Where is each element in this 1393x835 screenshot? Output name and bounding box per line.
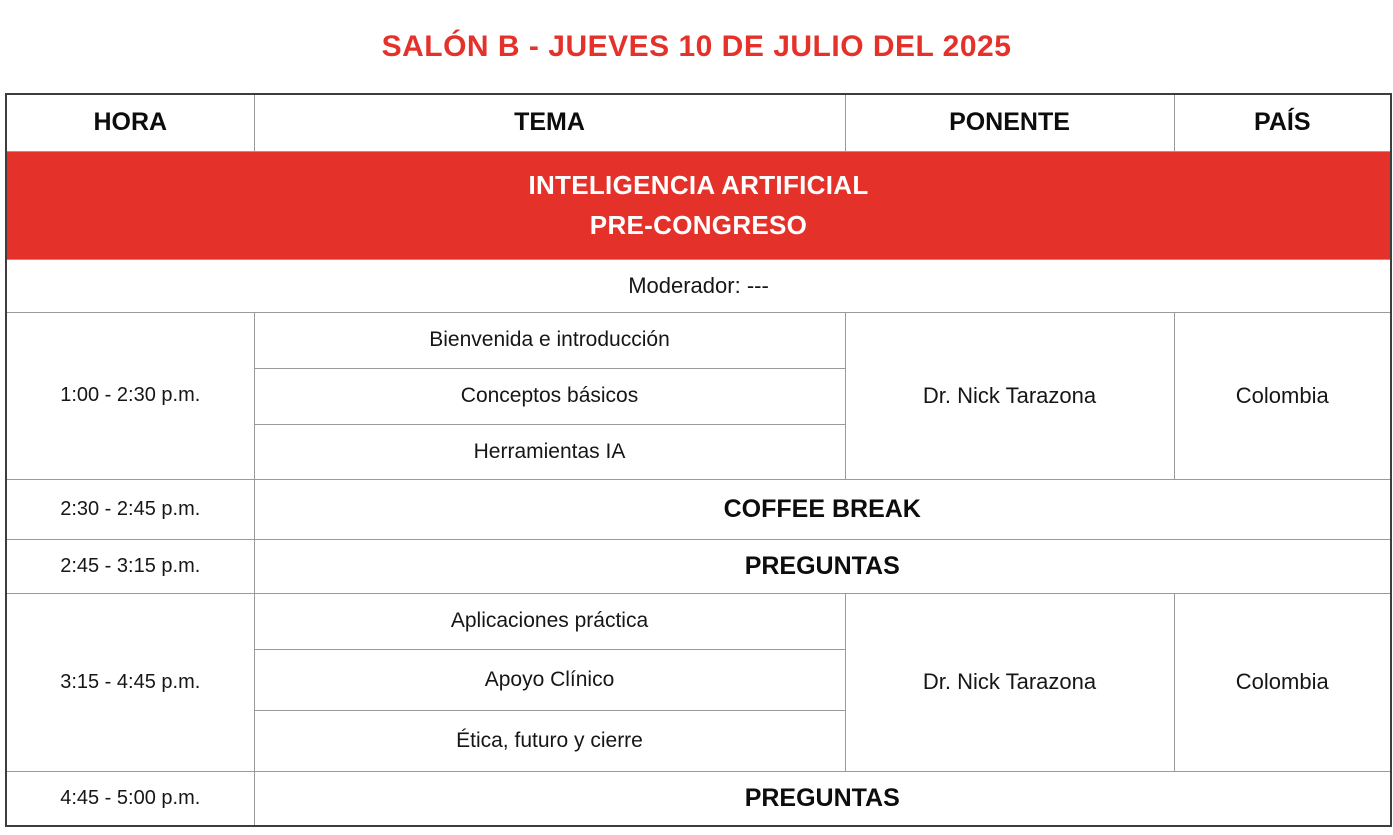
session2-speaker-cell: Dr. Nick Tarazona: [845, 593, 1174, 771]
section-banner: [6, 151, 1391, 259]
col-header-ponente: PONENTE: [845, 94, 1174, 151]
questions1-label: PREGUNTAS: [254, 539, 1391, 593]
questions1-time-cell: 2:45 - 3:15 p.m.: [6, 539, 254, 593]
session1-topic-2: Conceptos básicos: [254, 368, 845, 424]
col-header-hora: HORA: [6, 94, 254, 151]
section-banner-row: [6, 151, 1391, 259]
banner-title-line2: PRE-CONGRESO: [589, 210, 808, 240]
table-header-row: [6, 94, 1391, 151]
session2-topic-2: Apoyo Clínico: [254, 649, 845, 710]
session1-country-cell: Colombia: [1174, 312, 1391, 479]
col-header-pais: PAÍS: [1174, 94, 1391, 151]
questions-row: [6, 771, 1391, 826]
questions-row: [6, 539, 1391, 593]
page-title: SALÓN B - JUEVES 10 DE JULIO DEL 2025: [381, 30, 1012, 63]
session2-country-cell: Colombia: [1174, 593, 1391, 771]
col-header-tema: TEMA: [254, 94, 845, 151]
coffee-time-cell: 2:30 - 2:45 p.m.: [6, 479, 254, 539]
table-row: [6, 593, 1391, 649]
session1-speaker-cell: Dr. Nick Tarazona: [845, 312, 1174, 479]
session2-topic-1: Aplicaciones práctica: [254, 593, 845, 649]
session1-topic-1: Bienvenida e introducción: [254, 312, 845, 368]
coffee-break-label: COFFEE BREAK: [254, 479, 1391, 539]
table-row: [6, 312, 1391, 368]
coffee-break-row: [6, 479, 1391, 539]
questions2-label: PREGUNTAS: [254, 771, 1391, 826]
session2-time-cell: 3:15 - 4:45 p.m.: [6, 593, 254, 771]
session1-time-cell: 1:00 - 2:30 p.m.: [6, 312, 254, 479]
moderator-row: [6, 259, 1391, 312]
session2-topic-3: Ética, futuro y cierre: [254, 710, 845, 771]
schedule-table: [5, 93, 1392, 827]
session1-topic-3: Herramientas IA: [254, 424, 845, 479]
moderator-label: Moderador: ---: [6, 259, 1391, 312]
banner-title-line1: INTELIGENCIA ARTIFICIAL: [528, 169, 869, 200]
questions2-time-cell: 4:45 - 5:00 p.m.: [6, 771, 254, 826]
